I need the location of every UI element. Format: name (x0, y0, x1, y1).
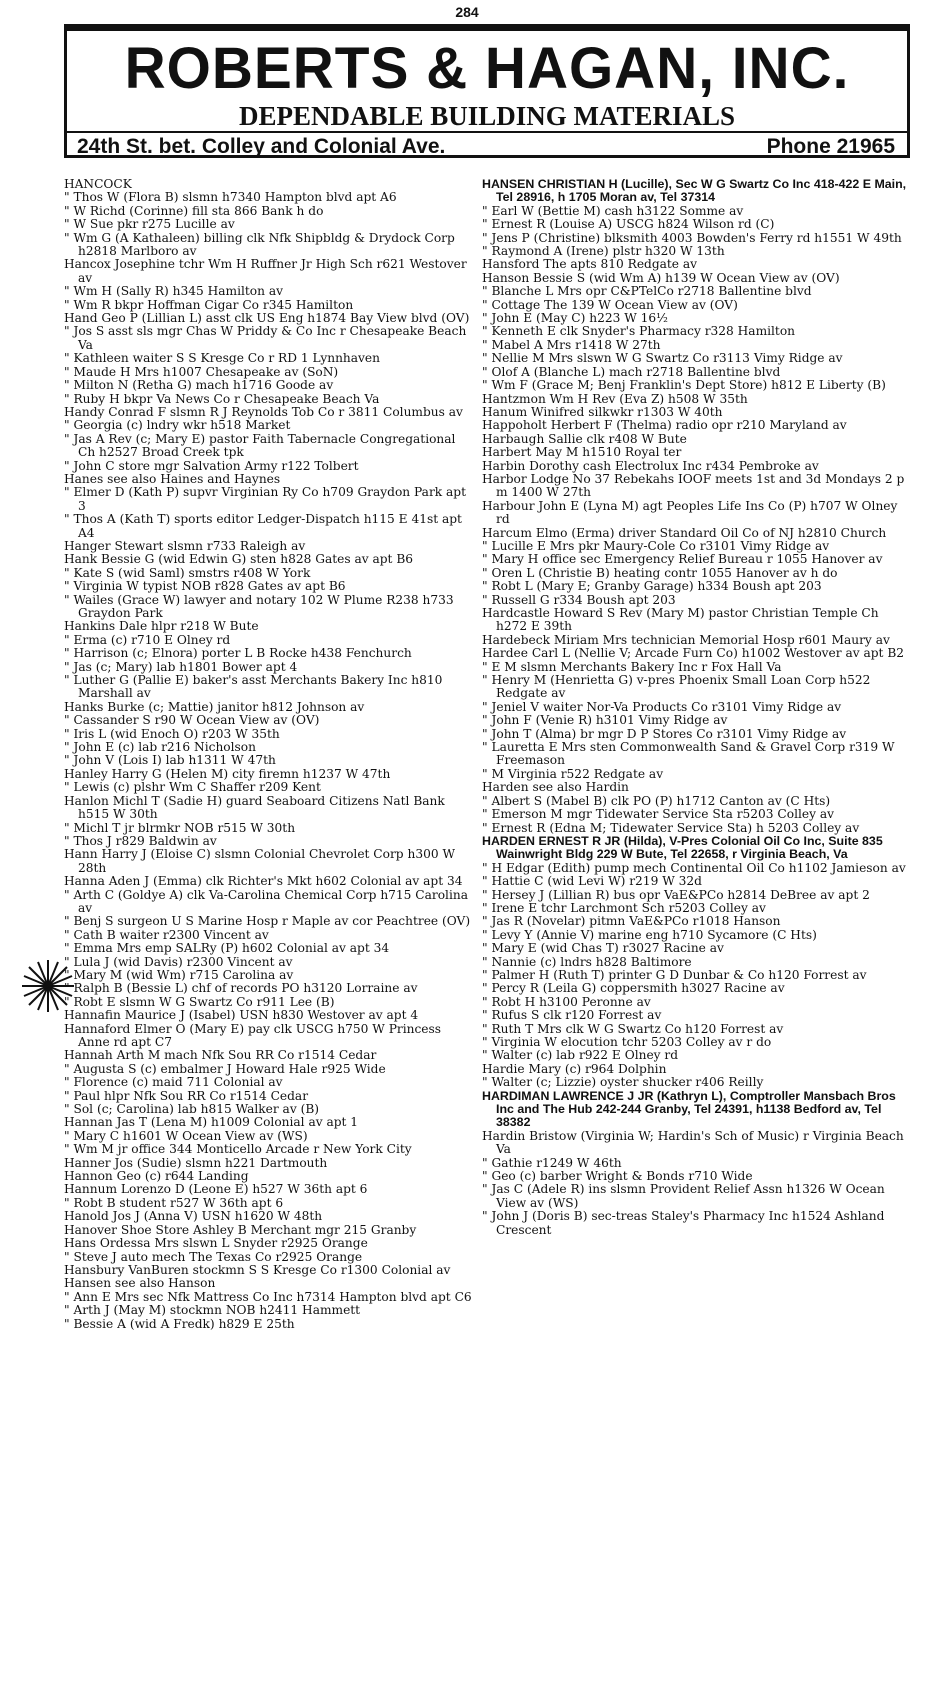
directory-entry: HARDIMAN LAWRENCE J JR (Kathryn L), Comptroller Mansbach Bros Inc and The Hub 242-244 Granby, Tel 24391, h1138 Bedford av, Tel 38382 (482, 1088, 896, 1130)
directory-entry: " John V (Lois I) lab h1311 W 47th (64, 753, 276, 768)
banner-divider (67, 131, 907, 133)
directory-entry: Hanger Stewart slsmn r733 Raleigh av (64, 538, 306, 553)
directory-entry: Hansbury VanBuren stockmn S S Kresge Co r1300 Colonial av (64, 1262, 451, 1277)
directory-entry: Hanner Jos (Sudie) slsmn h221 Dartmouth (64, 1155, 328, 1170)
directory-entry: " Robt E slsmn W G Swartz Co r911 Lee (B) (64, 994, 335, 1009)
directory-entry: " Bessie A (wid A Fredk) h829 E 25th (64, 1316, 295, 1331)
directory-entry: " Jas R (Novelar) pitmn VaE&PCo r1018 Hanson (482, 914, 781, 929)
directory-entry: " Ruby H bkpr Va News Co r Chesapeake Beach Va (64, 391, 380, 406)
directory-entry: " Mary M (wid Wm) r715 Carolina av (64, 967, 294, 982)
directory-entry: " Arth J (May M) stockmn NOB h2411 Hammett (64, 1303, 361, 1318)
directory-entry: " Cassander S r90 W Ocean View av (OV) (64, 713, 320, 728)
directory-entry: " Michl T jr blrmkr NOB r515 W 30th (64, 820, 296, 835)
directory-entry: " Florence (c) maid 711 Colonial av (64, 1075, 283, 1090)
directory-entry: " Sol (c; Carolina) lab h815 Walker av (B) (64, 1102, 320, 1117)
directory-entry: " Irene E tchr Larchmont Sch r5203 Colley av (482, 900, 766, 915)
directory-entry: Hardie Mary (c) r964 Dolphin (482, 1061, 667, 1076)
directory-entry: Hanks Burke (c; Mattie) janitor h812 Johnson av (64, 699, 365, 714)
directory-entry: " Wm H (Sally R) h345 Hamilton av (64, 284, 284, 299)
directory-entry: " Wm R bkpr Hoffman Cigar Co r345 Hamilton (64, 297, 354, 312)
directory-entry: " Olof A (Blanche L) mach r2718 Ballentine blvd (482, 364, 781, 379)
directory-entry: " Ernest R (Edna M; Tidewater Service Sta) h 5203 Colley av (482, 820, 860, 835)
directory-entry: " Thos J r829 Baldwin av (64, 833, 217, 848)
directory-entry: Hantzmon Wm H Rev (Eva Z) h508 W 35th (482, 391, 748, 406)
directory-entry: Hannon Geo (c) r644 Landing (64, 1169, 249, 1184)
directory-entry: " E M slsmn Merchants Bakery Inc r Fox Hall Va (482, 659, 782, 674)
directory-entry: " Mabel A Mrs r1418 W 27th (482, 337, 661, 352)
directory-entry: " Arth C (Goldye A) clk Va-Carolina Chemical Corp h715 Carolina av (64, 887, 468, 915)
directory-entry: " W Richd (Corinne) fill sta 866 Bank h do (64, 203, 324, 218)
directory-entry: " Oren L (Christie B) heating contr 1055 Hanover av h do (482, 565, 838, 580)
directory-entry: Hanes see also Haines and Haynes (64, 471, 281, 486)
directory-entry: " Paul hlpr Nfk Sou RR Co r1514 Cedar (64, 1088, 309, 1103)
directory-entry: " Albert S (Mabel B) clk PO (P) h1712 Canton av (C Hts) (482, 793, 831, 808)
directory-entry: Harbour John E (Lyna M) agt Peoples Life Ins Co (P) h707 W Olney rd (482, 498, 898, 527)
directory-entry: " Milton N (Retha G) mach h1716 Goode av (64, 378, 334, 393)
directory-entry: " Erma (c) r710 E Olney rd (64, 632, 231, 647)
directory-entry: " Wm F (Grace M; Benj Franklin's Dept Store) h812 E Liberty (B) (482, 378, 886, 393)
directory-entry: Hann Harry J (Eloise C) slsmn Colonial Chevrolet Corp h300 W 28th (64, 847, 455, 875)
directory-entry: Harbaugh Sallie clk r408 W Bute (482, 431, 687, 446)
directory-entry: " Nellie M Mrs slswn W G Swartz Co r3113 Vimy Ridge av (482, 351, 843, 366)
directory-entry: " John F (Venie R) h3101 Vimy Ridge av (482, 713, 728, 728)
directory-entry: " Virginia W elocution tchr 5203 Colley av r do (482, 1035, 772, 1049)
directory-entry: " Ralph B (Bessie L) chf of records PO h3120 Lorraine av (64, 981, 418, 996)
directory-entry: " Rufus S clk r120 Forrest av (482, 1008, 662, 1023)
directory-entry: " Virginia W typist NOB r828 Gates av apt B6 (64, 579, 346, 594)
directory-entry: " Blanche L Mrs opr C&PTelCo r2718 Ballentine blvd (482, 284, 812, 299)
directory-entry: " Earl W (Bettie M) cash h3122 Somme av (482, 203, 744, 218)
directory-entry: Hannan Jas T (Lena M) h1009 Colonial av apt 1 (64, 1115, 359, 1130)
directory-entry: " Jas A Rev (c; Mary E) pastor Faith Tabernacle Congregational Ch h2527 Broad Creek tpk (64, 431, 456, 460)
directory-entry: Hardin Bristow (Virginia W; Hardin's Sch of Music) r Virginia Beach Va (482, 1128, 904, 1157)
directory-entry: Hank Bessie G (wid Edwin G) sten h828 Gates av apt B6 (64, 552, 414, 567)
directory-entry: Harden see also Hardin (482, 780, 629, 795)
directory-entry: HARDEN ERNEST R JR (Hilda), V-Pres Colonial Oil Co Inc, Suite 835 Wainwright Bldg 229 W Bute, Tel 22658, r Virginia Beach, Va (482, 833, 883, 862)
directory-entry: " W Sue pkr r275 Lucille av (64, 217, 235, 232)
directory-entry: " Raymond A (Irene) plstr h320 W 13th (482, 244, 725, 259)
directory-entry: " Jens P (Christine) blksmith 4003 Bowden's Ferry rd h1551 W 49th (482, 230, 902, 245)
directory-entry: Hancox Josephine tchr Wm H Ruffner Jr High Sch r621 Westover av (64, 257, 467, 285)
directory-entry: " Luther G (Pallie E) baker's asst Merchants Bakery Inc h810 Marshall av (64, 673, 443, 701)
directory-entry: Hankins Dale hlpr r218 W Bute (64, 619, 259, 634)
directory-entry: " Mary H office sec Emergency Relief Bureau r 1055 Hanover av (482, 552, 883, 567)
directory-entry: Hanna Aden J (Emma) clk Richter's Mkt h602 Colonial av apt 34 (64, 874, 463, 889)
directory-entry: " Lula J (wid Davis) r2300 Vincent av (64, 954, 293, 969)
directory-entry: Hansford The apts 810 Redgate av (482, 257, 698, 272)
directory-entry: " Robt L (Mary E; Granby Garage) h334 Boush apt 203 (482, 579, 822, 594)
directory-entry: Hansen see also Hanson (64, 1276, 216, 1291)
directory-entry: " Wailes (Grace W) lawyer and notary 102 W Plume R238 h733 Graydon Park (64, 592, 454, 620)
directory-entry: Hannum Lorenzo D (Leone E) h527 W 36th apt 6 (64, 1182, 368, 1197)
directory-entry: Hanson Bessie S (wid Wm A) h139 W Ocean View av (OV) (482, 270, 840, 285)
directory-entry: " Geo (c) barber Wright & Bonds r710 Wide (482, 1169, 753, 1184)
directory-entry: " Augusta S (c) embalmer J Howard Hale r925 Wide (64, 1061, 386, 1076)
directory-entry: " Iris L (wid Enoch O) r203 W 35th (64, 726, 280, 741)
directory-entry: " Jeniel V waiter Nor-Va Products Co r3101 Vimy Ridge av (482, 699, 842, 714)
directory-entry: " Jas C (Adele R) ins slsmn Provident Relief Assn h1326 W Ocean View av (WS) (482, 1182, 885, 1210)
directory-entry: " Hersey J (Lillian R) bus opr VaE&PCo h2814 DeBree av apt 2 (482, 887, 870, 902)
directory-entry: " Wm G (A Kathaleen) billing clk Nfk Shipbldg & Drydock Corp h2818 Marlboro av (64, 230, 455, 259)
directory-entry: Harbor Lodge No 37 Rebekahs IOOF meets 1st and 3d Mondays 2 p m 1400 W 27th (482, 471, 905, 500)
directory-entry: Hannafin Maurice J (Isabel) USN h830 Westover av apt 4 (64, 1008, 419, 1023)
directory-column-left (64, 178, 474, 1331)
directory-entry: " Palmer H (Ruth T) printer G D Dunbar & Co h120 Forrest av (482, 967, 867, 982)
directory-column-right (482, 178, 910, 1237)
directory-entry: Hardebeck Miriam Mrs technician Memorial Hosp r601 Maury av (482, 632, 890, 647)
directory-entry: Harbert May M h1510 Royal ter (482, 445, 682, 460)
directory-entry: " Kenneth E clk Snyder's Pharmacy r328 Hamilton (482, 324, 796, 339)
directory-entry: " Robt H h3100 Peronne av (482, 994, 651, 1009)
directory-entry: Hanold Jos J (Anna V) USN h1620 W 48th (64, 1209, 323, 1224)
directory-entry: HANSEN CHRISTIAN H (Lucille), Sec W G Swartz Co Inc 418-422 E Main, Tel 28916, h 1705 Moran av, Tel 37314 (482, 177, 907, 205)
directory-entry: Hanum Winifred silkwkr r1303 W 40th (482, 404, 723, 419)
directory-entry: " John T (Alma) br mgr D P Stores Co r3101 Vimy Ridge av (482, 726, 847, 741)
directory-entry: " Robt B student r527 W 36th apt 6 (64, 1195, 284, 1210)
directory-entry: " Gathie r1249 W 46th (482, 1155, 622, 1170)
directory-entry: " Cath B waiter r2300 Vincent av (64, 927, 269, 942)
directory-entry: Hand Geo P (Lillian L) asst clk US Eng h1874 Bay View blvd (OV) (64, 311, 470, 326)
directory-entry: " Lucille E Mrs pkr Maury-Cole Co r3101 Vimy Ridge av (482, 538, 830, 553)
directory-entry: " Walter (c) lab r922 E Olney rd (482, 1048, 679, 1063)
ad-phone: Phone 21965 (766, 135, 895, 158)
directory-entry: Hannah Arth M mach Nfk Sou RR Co r1514 Cedar (64, 1048, 377, 1063)
directory-entry: " Ernest R (Louise A) USCG h824 Wilson rd (C) (482, 217, 775, 232)
directory-entry: Hanlon Michl T (Sadie H) guard Seaboard Citizens Natl Bank h515 W 30th (64, 793, 445, 822)
directory-entry: Harbin Dorothy cash Electrolux Inc r434 Pembroke av (482, 458, 819, 473)
directory-entry: " Mary E (wid Chas T) r3027 Racine av (482, 941, 724, 956)
directory-entry: " Emma Mrs emp SALRy (P) h602 Colonial av apt 34 (64, 941, 390, 956)
directory-entry: Harcum Elmo (Erma) driver Standard Oil Co of NJ h2810 Church (482, 525, 887, 540)
directory-entry: " Mary C h1601 W Ocean View av (WS) (64, 1128, 308, 1143)
directory-entry: " Lewis (c) plshr Wm C Shaffer r209 Kent (64, 780, 321, 795)
ad-address: 24th St. bet. Colley and Colonial Ave. (77, 135, 446, 158)
directory-entry: " John E (c) lab r216 Nicholson (64, 740, 256, 755)
directory-entry: " Cottage The 139 W Ocean View av (OV) (482, 297, 738, 312)
directory-entry: " Elmer D (Kath P) supvr Virginian Ry Co h709 Graydon Park apt 3 (64, 485, 466, 513)
directory-entry: " John E (May C) h223 W 16½ (482, 311, 668, 326)
directory-entry: " Thos A (Kath T) sports editor Ledger-Dispatch h115 E 41st apt A4 (64, 512, 462, 540)
directory-entry: " Percy R (Leila G) coppersmith h3027 Racine av (482, 981, 785, 996)
ad-tagline: DEPENDABLE BUILDING MATERIALS (238, 101, 736, 131)
directory-entry: " Ruth T Mrs clk W G Swartz Co h120 Forrest av (482, 1021, 784, 1036)
directory-entry: Hanover Shoe Store Ashley B Merchant mgr 215 Granby (64, 1222, 417, 1237)
ad-company-name: ROBERTS & HAGAN, INC. (124, 36, 850, 101)
directory-entry: " Lauretta E Mrs sten Commonwealth Sand & Gravel Corp r319 W Freemason (482, 740, 895, 768)
directory-entry: " Levy Y (Annie V) marine eng h710 Sycamore (C Hts) (482, 927, 817, 942)
directory-entry: Hans Ordessa Mrs slswn L Snyder r2925 Orange (64, 1236, 368, 1251)
directory-entry: Hardcastle Howard S Rev (Mary M) pastor Christian Temple Ch h272 E 39th (482, 606, 879, 634)
directory-entry: " John C store mgr Salvation Army r122 Tolbert (64, 458, 359, 473)
directory-entry: HANCOCK (64, 177, 132, 191)
directory-entry: " H Edgar (Edith) pump mech Continental Oil Co h1102 Jamieson av (482, 860, 906, 875)
directory-entry: Hannaford Elmer O (Mary E) pay clk USCG h750 W Princess Anne rd apt C7 (64, 1021, 442, 1049)
directory-entry: " Ann E Mrs sec Nfk Mattress Co Inc h7314 Hampton blvd apt C6 (64, 1289, 472, 1304)
directory-entry: " M Virginia r522 Redgate av (482, 766, 664, 781)
advertisement-banner (64, 24, 910, 158)
directory-entry: " Kate S (wid Saml) smstrs r408 W York (64, 565, 311, 580)
directory-entry: " Hattie C (wid Levi W) r219 W 32d (482, 874, 702, 889)
page-number: 284 (455, 4, 479, 20)
directory-entry: Happoholt Herbert F (Thelma) radio opr r210 Maryland av (482, 418, 847, 433)
directory-entry: " Kathleen waiter S S Kresge Co r RD 1 Lynnhaven (64, 351, 380, 366)
directory-entry: " Wm M jr office 344 Monticello Arcade r New York City (64, 1142, 412, 1157)
directory-entry: " Emerson M mgr Tidewater Service Sta r5203 Colley av (482, 807, 835, 822)
directory-entry: " Georgia (c) lndry wkr h518 Market (64, 418, 291, 433)
directory-entry: " John J (Doris B) sec-treas Staley's Pharmacy Inc h1524 Ashland Crescent (482, 1209, 885, 1237)
banner-top-rule (67, 27, 907, 31)
directory-entry: " Jos S asst sls mgr Chas W Priddy & Co Inc r Chesapeake Beach Va (64, 324, 467, 352)
directory-entry: " Thos W (Flora B) slsmn h7340 Hampton blvd apt A6 (64, 190, 397, 205)
directory-entry: Hanley Harry G (Helen M) city firemn h1237 W 47th (64, 766, 391, 781)
directory-entry: " Henry M (Henrietta G) v-pres Phoenix Small Loan Corp h522 Redgate av (482, 673, 871, 701)
directory-entry: " Benj S surgeon U S Marine Hosp r Maple av cor Peachtree (OV) (64, 914, 471, 929)
directory-entry: " Maude H Mrs h1007 Chesapeake av (SoN) (64, 364, 339, 379)
directory-entry: " Nannie (c) lndrs h828 Baltimore (482, 954, 692, 969)
directory-entry: " Jas (c; Mary) lab h1801 Bower apt 4 (64, 659, 298, 674)
directory-entry: " Walter (c; Lizzie) oyster shucker r406 Reilly (482, 1075, 764, 1090)
directory-entry: Hardee Carl L (Nellie V; Arcade Furn Co) h1002 Westover av apt B2 (482, 646, 905, 661)
directory-entry: " Russell G r334 Boush apt 203 (482, 592, 676, 607)
directory-entry: " Harrison (c; Elnora) porter L B Rocke h438 Fenchurch (64, 646, 412, 661)
directory-entry: Handy Conrad F slsmn R J Reynolds Tob Co r 3811 Columbus av (64, 404, 463, 419)
directory-entry: " Steve J auto mech The Texas Co r2925 Orange (64, 1249, 363, 1264)
